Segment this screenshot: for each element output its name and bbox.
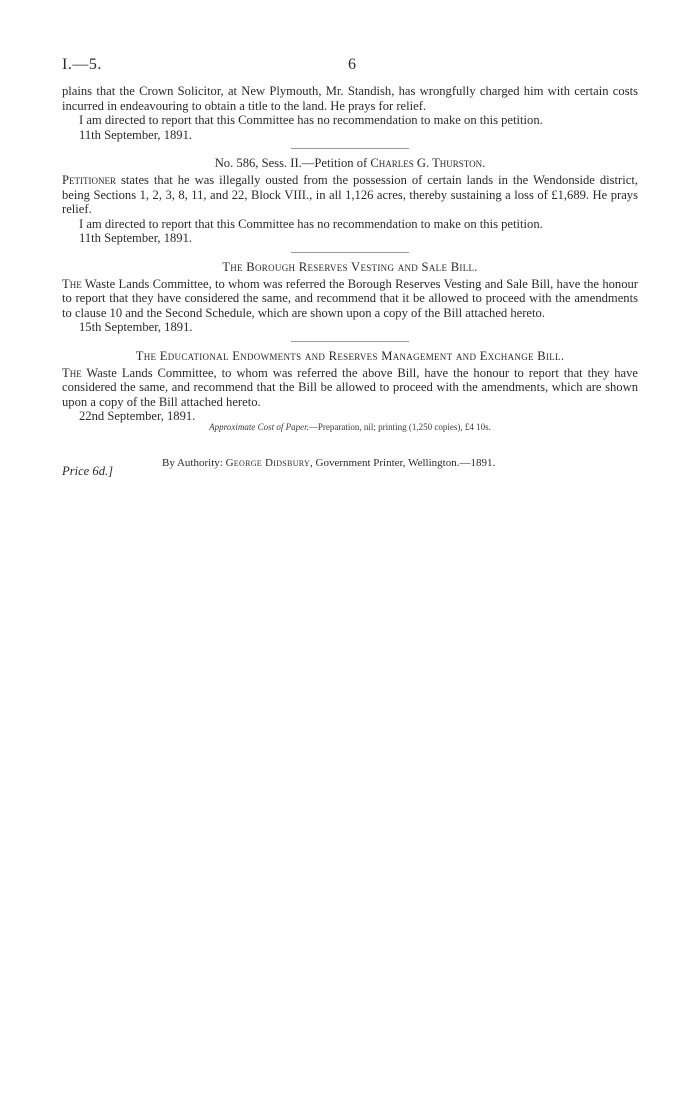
section3-lead: The bbox=[62, 276, 82, 291]
section2-date: 11th September, 1891. bbox=[79, 231, 193, 246]
section3-paragraph bbox=[62, 277, 638, 321]
section1-paragraph: plains that the Crown Solicitor, at New Plymouth, Mr. Standish, has wrongfully charged him with certain costs incurred in endeavouring to obtain a title to the land. He prays for relief. bbox=[62, 84, 638, 113]
cost-note-text: —Preparation, nil; printing (1,250 copies), £4 10s. bbox=[308, 422, 491, 432]
section2-title bbox=[62, 156, 638, 171]
section4-text: Waste Lands Committee, to whom was referred the above Bill, have the honour to report that they have considered the same, and recommend that the Bill be allowed to proceed with the amendments, which are shown upon a copy of the Bill attached hereto. bbox=[62, 365, 638, 409]
petitioner-name: Charles G. Thurston bbox=[370, 156, 483, 171]
section1-report: I am directed to report that this Committee has no recommendation to make on this petition. bbox=[79, 113, 543, 128]
page-number: 6 bbox=[348, 56, 356, 73]
section4-title: The Educational Endowments and Reserves Management and Exchange Bill. bbox=[135, 348, 565, 363]
section-divider bbox=[291, 252, 409, 253]
document-body bbox=[62, 84, 638, 424]
section3-text: Waste Lands Committee, to whom was referred the Borough Reserves Vesting and Sale Bill, have the honour to report that they have considered the same, and recommend that it be allowed to proceed with the amendments to clause 10 and the Second Schedule, which are shown upon a copy of the Bill attached hereto. bbox=[62, 276, 638, 320]
cost-note bbox=[62, 422, 638, 432]
imprint-suffix: , Government Printer, Wellington.—1891. bbox=[310, 457, 496, 469]
imprint-prefix: By Authority: bbox=[162, 457, 226, 469]
section-divider bbox=[291, 341, 409, 342]
section1-date: 11th September, 1891. bbox=[79, 127, 193, 142]
cost-note-label: Approximate Cost of Paper. bbox=[209, 422, 309, 432]
price-label: Price 6d.] bbox=[62, 464, 114, 478]
section2-lead: Petitioner bbox=[62, 172, 116, 187]
section4-date: 22nd September, 1891. bbox=[79, 409, 196, 424]
paper-reference: I.—5. bbox=[62, 56, 102, 73]
printer-name: George Didsbury bbox=[225, 457, 311, 469]
section4-lead: The bbox=[62, 365, 82, 380]
printer-imprint bbox=[162, 457, 495, 469]
section4-paragraph bbox=[62, 366, 638, 410]
section3-title: The Borough Reserves Vesting and Sale Bill. bbox=[222, 259, 478, 274]
section2-report: I am directed to report that this Committee has no recommendation to make on this petition. bbox=[79, 216, 543, 231]
section2-title-suffix: . bbox=[482, 156, 486, 171]
section2-paragraph bbox=[62, 173, 638, 217]
section-divider bbox=[291, 148, 409, 149]
section2-text: states that he was illegally ousted from the possession of certain lands in the Wendonside district, being Sections 1, 2, 3, 8, 11, and 22, Block VIII., in all 1,126 acres, thereby sustaining a loss of £1,689. He prays relief. bbox=[62, 172, 638, 217]
section3-date: 15th September, 1891. bbox=[79, 320, 193, 335]
section2-title-prefix: No. 586, Sess. II.—Petition of bbox=[214, 156, 371, 171]
